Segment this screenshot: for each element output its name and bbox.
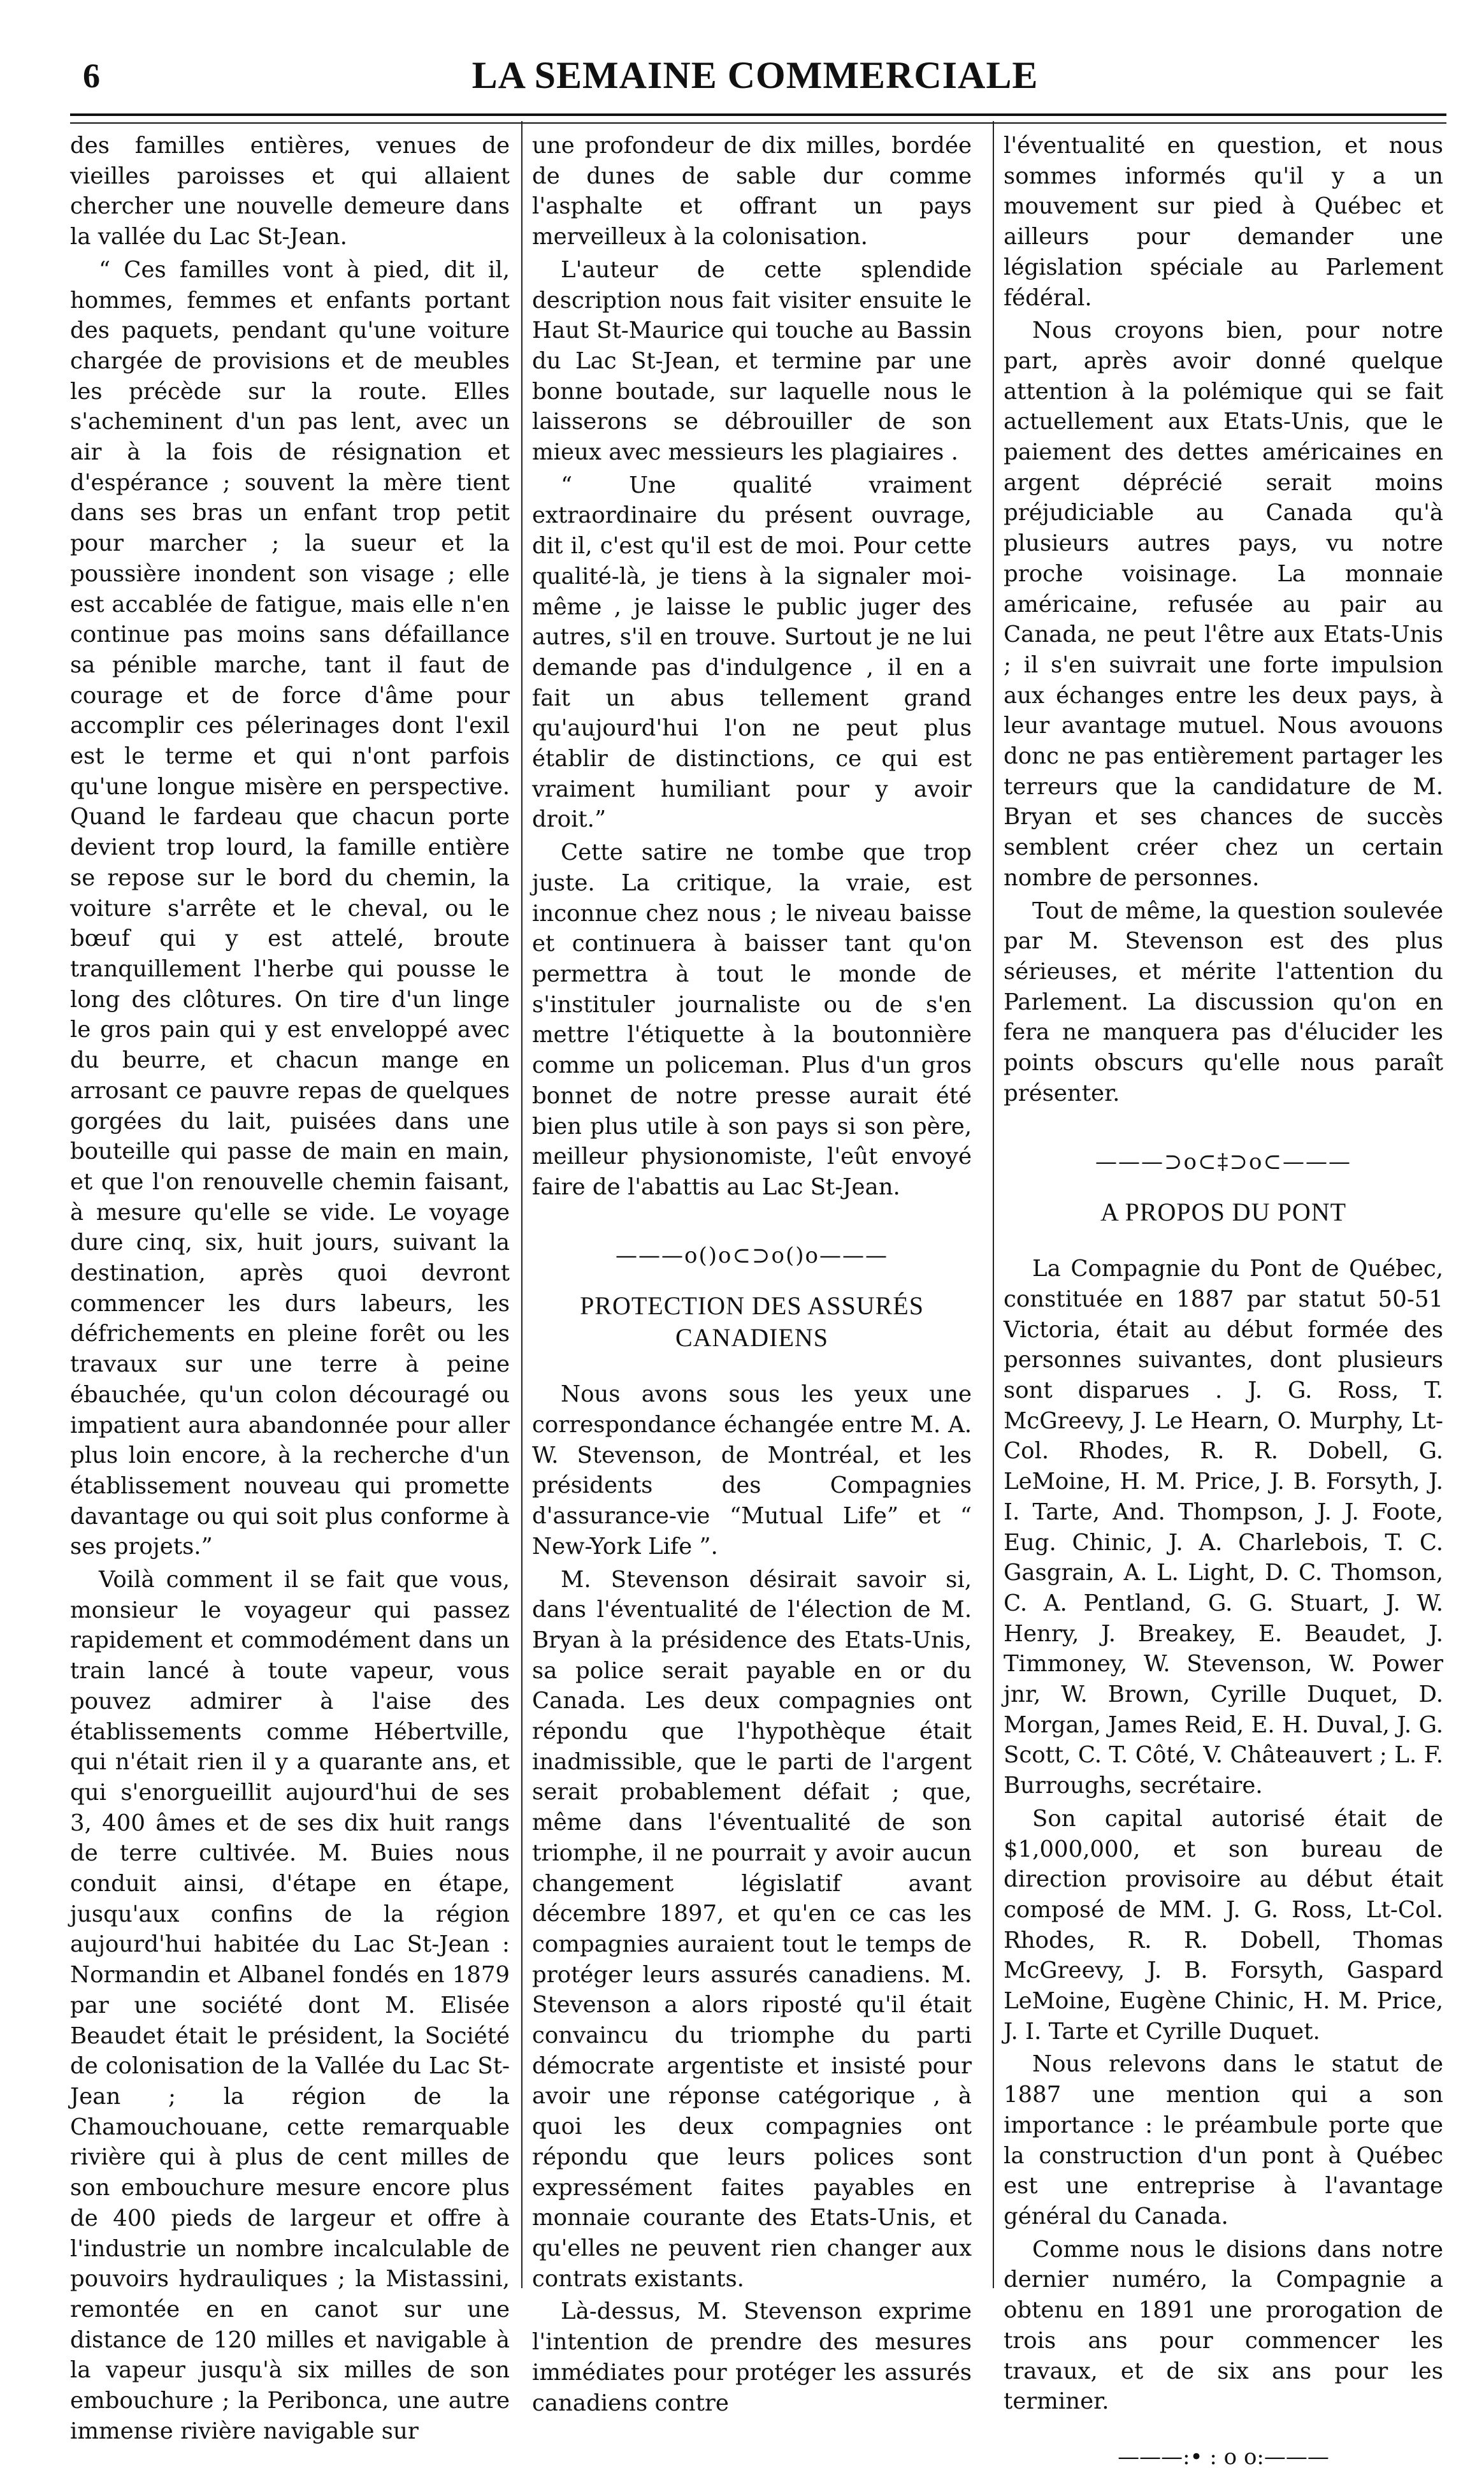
end-ornament: ———:• : o o:——— [1118, 2444, 1329, 2470]
article-paragraph: Nous croyons bien, pour notre part, après avoir donné quelque attention à la polémique qui se fait actuellement aux Etats-Unis, que le paiement des dettes américaines en argent déprécié serait moins préjudiciable au Canada qu'à plusieurs autres pays, vu notre proche voisinage. La monnaie américaine, refusée au pair au Canada, ne peut l'être aux Etats-Unis ; il s'en suivrait une forte impulsion aux échanges entre les deux pays, à leur avantage mutuel. Nous avouons donc ne pas entièrement partager les terreurs que la candidature de M. Bryan et ses chances de succès semblent créer chez un certain nombre de personnes. [1004, 317, 1443, 891]
article-paragraph: une profondeur de dix milles, bordée de dunes de sable dur comme l'asphalte et offrant un pays merveilleux à la colonisation. [532, 133, 972, 250]
article-paragraph: Nous relevons dans le statut de 1887 une mention qui a son importance : le préambule porte que la construction d'un pont à Québec est une entreprise à l'avantage général du Canada. [1004, 2051, 1443, 2230]
page-number: 6 [83, 57, 100, 95]
article-paragraph: des familles entières, venues de vieilles paroisses et qui allaient chercher une nouvelle demeure dans la vallée du Lac St-Jean. [70, 133, 510, 250]
section-ornament: ———o()o⊂⊃o()o——— [616, 1242, 888, 1268]
masthead-title: LA SEMAINE COMMERCIALE [472, 54, 1039, 96]
article-paragraph: L'auteur de cette splendide description nous fait visiter ensuite le Haut St-Maurice qui touche au Bassin du Lac St-Jean, et termine par une bonne boutade, sur laquelle nous le laisserons se débrouiller de son mieux avec messieurs les plagiaires . [532, 256, 972, 466]
header-rule [70, 113, 1446, 124]
article-paragraph: Comme nous le disions dans notre dernier numéro, la Compagnie a obtenu en 1891 une prorogation de trois ans pour commencer les travaux, et de six ans pour les terminer. [1004, 2236, 1443, 2415]
article-paragraph: M. Stevenson désirait savoir si, dans l'éventualité de l'élection de M. Bryan à la présidence des Etats-Unis, sa police serait payable en or du Canada. Les deux compagnies ont répondu que l'hypothèque était inadmissible, que le parti de l'argent serait probablement défait ; que, même dans l'éventualité de son triomphe, il ne pourrait y avoir aucun changement législatif avant décembre 1897, et qu'en ce cas les compagnies auraient tout le temps de protéger leurs assurés canadiens. M. Stevenson a alors riposté qu'il était convaincu du triomphe du parti démocrate argentiste et insisté pour avoir une réponse catégorique , à quoi les deux compagnies ont répondu que leurs polices sont expressément faites payables en monnaie courante des Etats-Unis, et qu'elles ne peuvent rien changer aux contrats existants. [532, 1566, 972, 2292]
article-paragraph: Son capital autorisé était de $1,000,000, et son bureau de direction provisoire au début était composé de MM. J. G. Ross, Lt-Col. Rhodes, R. R. Dobell, Thomas McGreevy, J. B. Forsyth, Gaspard LeMoine, Eugène Chinic, H. M. Price, J. I. Tarte et Cyrille Duquet. [1004, 1805, 1443, 2045]
article-paragraph: Là-dessus, M. Stevenson exprime l'intention de prendre des mesures immédiates pour protéger les assurés canadiens contre [532, 2298, 972, 2416]
page-header [70, 38, 1440, 108]
column-1 [70, 131, 510, 2444]
column-3 [1004, 131, 1443, 2470]
article-paragraph: “ Ces familles vont à pied, dit il, hommes, femmes et enfants portant des paquets, pendant qu'une voiture chargée de provisions et de meubles les précède sur la route. Elles s'acheminent d'un pas lent, avec un air à la fois de résignation et d'espérance ; souvent la mère tient dans ses bras un enfant trop petit pour marcher ; la sueur et la poussière inondent son visage ; elle est accablée de fatigue, mais elle n'en continue pas moins sans défaillance sa pénible marche, tant il faut de courage et de force d'âme pour accomplir ces pélerinages dont l'exil est le terme et qui n'ont parfois qu'une longue misère en perspective. Quand le fardeau que chacun porte devient trop lourd, la famille entière se repose sur le bord du chemin, la voiture s'arrête et le cheval, ou le bœuf qui y est attelé, broute tranquillement l'herbe qui pousse le long des clôtures. On tire d'un linge le gros pain qui y est enveloppé avec du beurre, et chacun mange en arrosant ce pauvre repas de quelques gorgées du lait, puisées dans une bouteille qui passe de main en main, et que l'on renouvelle chemin faisant, à mesure qu'elle se vide. Le voyage dure cinq, six, huit jours, suivant la destination, après quoi devront commencer les durs labeurs, les défrichements en pleine forêt ou les travaux sur une terre à peine ébauchée, qu'un colon découragé ou impatient aura abandonnée pour aller plus loin encore, à la recherche d'un établissement nouveau qui promette davantage ou qui soit plus conforme à ses projets.” [70, 256, 510, 1560]
column-2 [532, 131, 972, 2416]
column-divider [993, 121, 994, 2288]
article-paragraph: l'éventualité en question, et nous sommes informés qu'il y a un mouvement sur pied à Québec et ailleurs pour demander une législation spéciale au Parlement fédéral. [1004, 133, 1443, 311]
section-headline: PROTECTION DES ASSURÉS CANADIENS [580, 1291, 924, 1353]
article-paragraph: La Compagnie du Pont de Québec, constituée en 1887 par statut 50-51 Victoria, était au début formée des personnes suivantes, dont plusieurs sont disparues . J. G. Ross, T. McGreevy, J. Le Hearn, O. Murphy, Lt-Col. Rhodes, R. R. Dobell, G. LeMoine, H. M. Price, J. B. Forsyth, J. I. Tarte, And. Thompson, J. J. Foote, Eug. Chinic, J. A. Charlebois, T. C. Gasgrain, A. L. Light, D. C. Thomson, C. A. Pentland, G. G. Stuart, J. W. Henry, J. Breakey, E. Beaudet, J. Timmoney, W. Stevenson, W. Power jnr, W. Brown, Cyrille Duquet, D. Morgan, James Reid, E. H. Duval, J. G. Scott, C. T. Côté, V. Châteauvert ; L. F. Burroughs, secrétaire. [1004, 1256, 1443, 1799]
section-headline: A PROPOS DU PONT [1100, 1198, 1347, 1227]
article-paragraph: “ Une qualité vraiment extraordinaire du présent ouvrage, dit il, c'est qu'il est de moi. Pour cette qualité-là, je tiens à la signaler moi-même , je laisse le public juger des autres, s'il en trouve. Surtout je ne lui demande pas d'indulgence , il en a fait un abus tellement grand qu'aujourd'hui l'on ne peut plus établir de distinctions, ce qui est vraiment humiliant pour y avoir droit.” [532, 472, 972, 833]
article-paragraph: Tout de même, la question soulevée par M. Stevenson est des plus sérieuses, et mérite l'attention du Parlement. La discussion qu'on en fera ne manquera pas d'élucider les points obscurs qu'elle nous paraît présenter. [1004, 897, 1443, 1106]
article-paragraph: Voilà comment il se fait que vous, monsieur le voyageur qui passez rapidement et commodément dans un train lancé à toute vapeur, vous pouvez admirer à l'aise des établissements comme Hébertville, qui n'était rien il y a quarante ans, et qui s'enorgueillit aujourd'hui de ses 3, 400 âmes et de ses dix huit rangs de terre cultivée. M. Buies nous conduit ainsi, d'étape en étape, jusqu'aux confins de la région aujourd'hui habitée du Lac St-Jean : Normandin et Albanel fondés en 1879 par une société dont M. Elisée Beaudet était le président, la Société de colonisation de la Vallée du Lac St-Jean ; la région de la Chamouchouane, cette remarquable rivière qui à plus de cent milles de son embouchure mesure encore plus de 400 pieds de largeur et offre à l'industrie un nombre incalculable de pouvoirs hydrauliques ; la Mistassini, remontée en en canot sur une distance de 120 milles et navigable à la vapeur jusqu'à six milles de son embouchure ; la Periboncа, une autre immense rivière navigable sur [70, 1567, 510, 2444]
section-ornament: ———⊃o⊂‡⊃o⊂——— [1095, 1149, 1351, 1175]
article-paragraph: Cette satire ne tombe que trop juste. La critique, la vraie, est inconnue chez nous ; le niveau baisse et continuera à baisser tant qu'on permettra à tout le monde de s'instituler journaliste ou de s'en mettre l'étiquette à la boutonnière comme un policeman. Plus d'un gros bonnet de notre presse aurait été bien plus utile à son pays si son père, meilleur physionomiste, l'eût envoyé faire de l'abattis au Lac St-Jean. [532, 839, 972, 1200]
column-divider [521, 121, 522, 2288]
article-paragraph: Nous avons sous les yeux une correspondance échangée entre M. A. W. Stevenson, de Montréal, et les présidents des Compagnies d'assurance-vie “Mutual Life” et “ New-York Life ”. [532, 1381, 972, 1560]
